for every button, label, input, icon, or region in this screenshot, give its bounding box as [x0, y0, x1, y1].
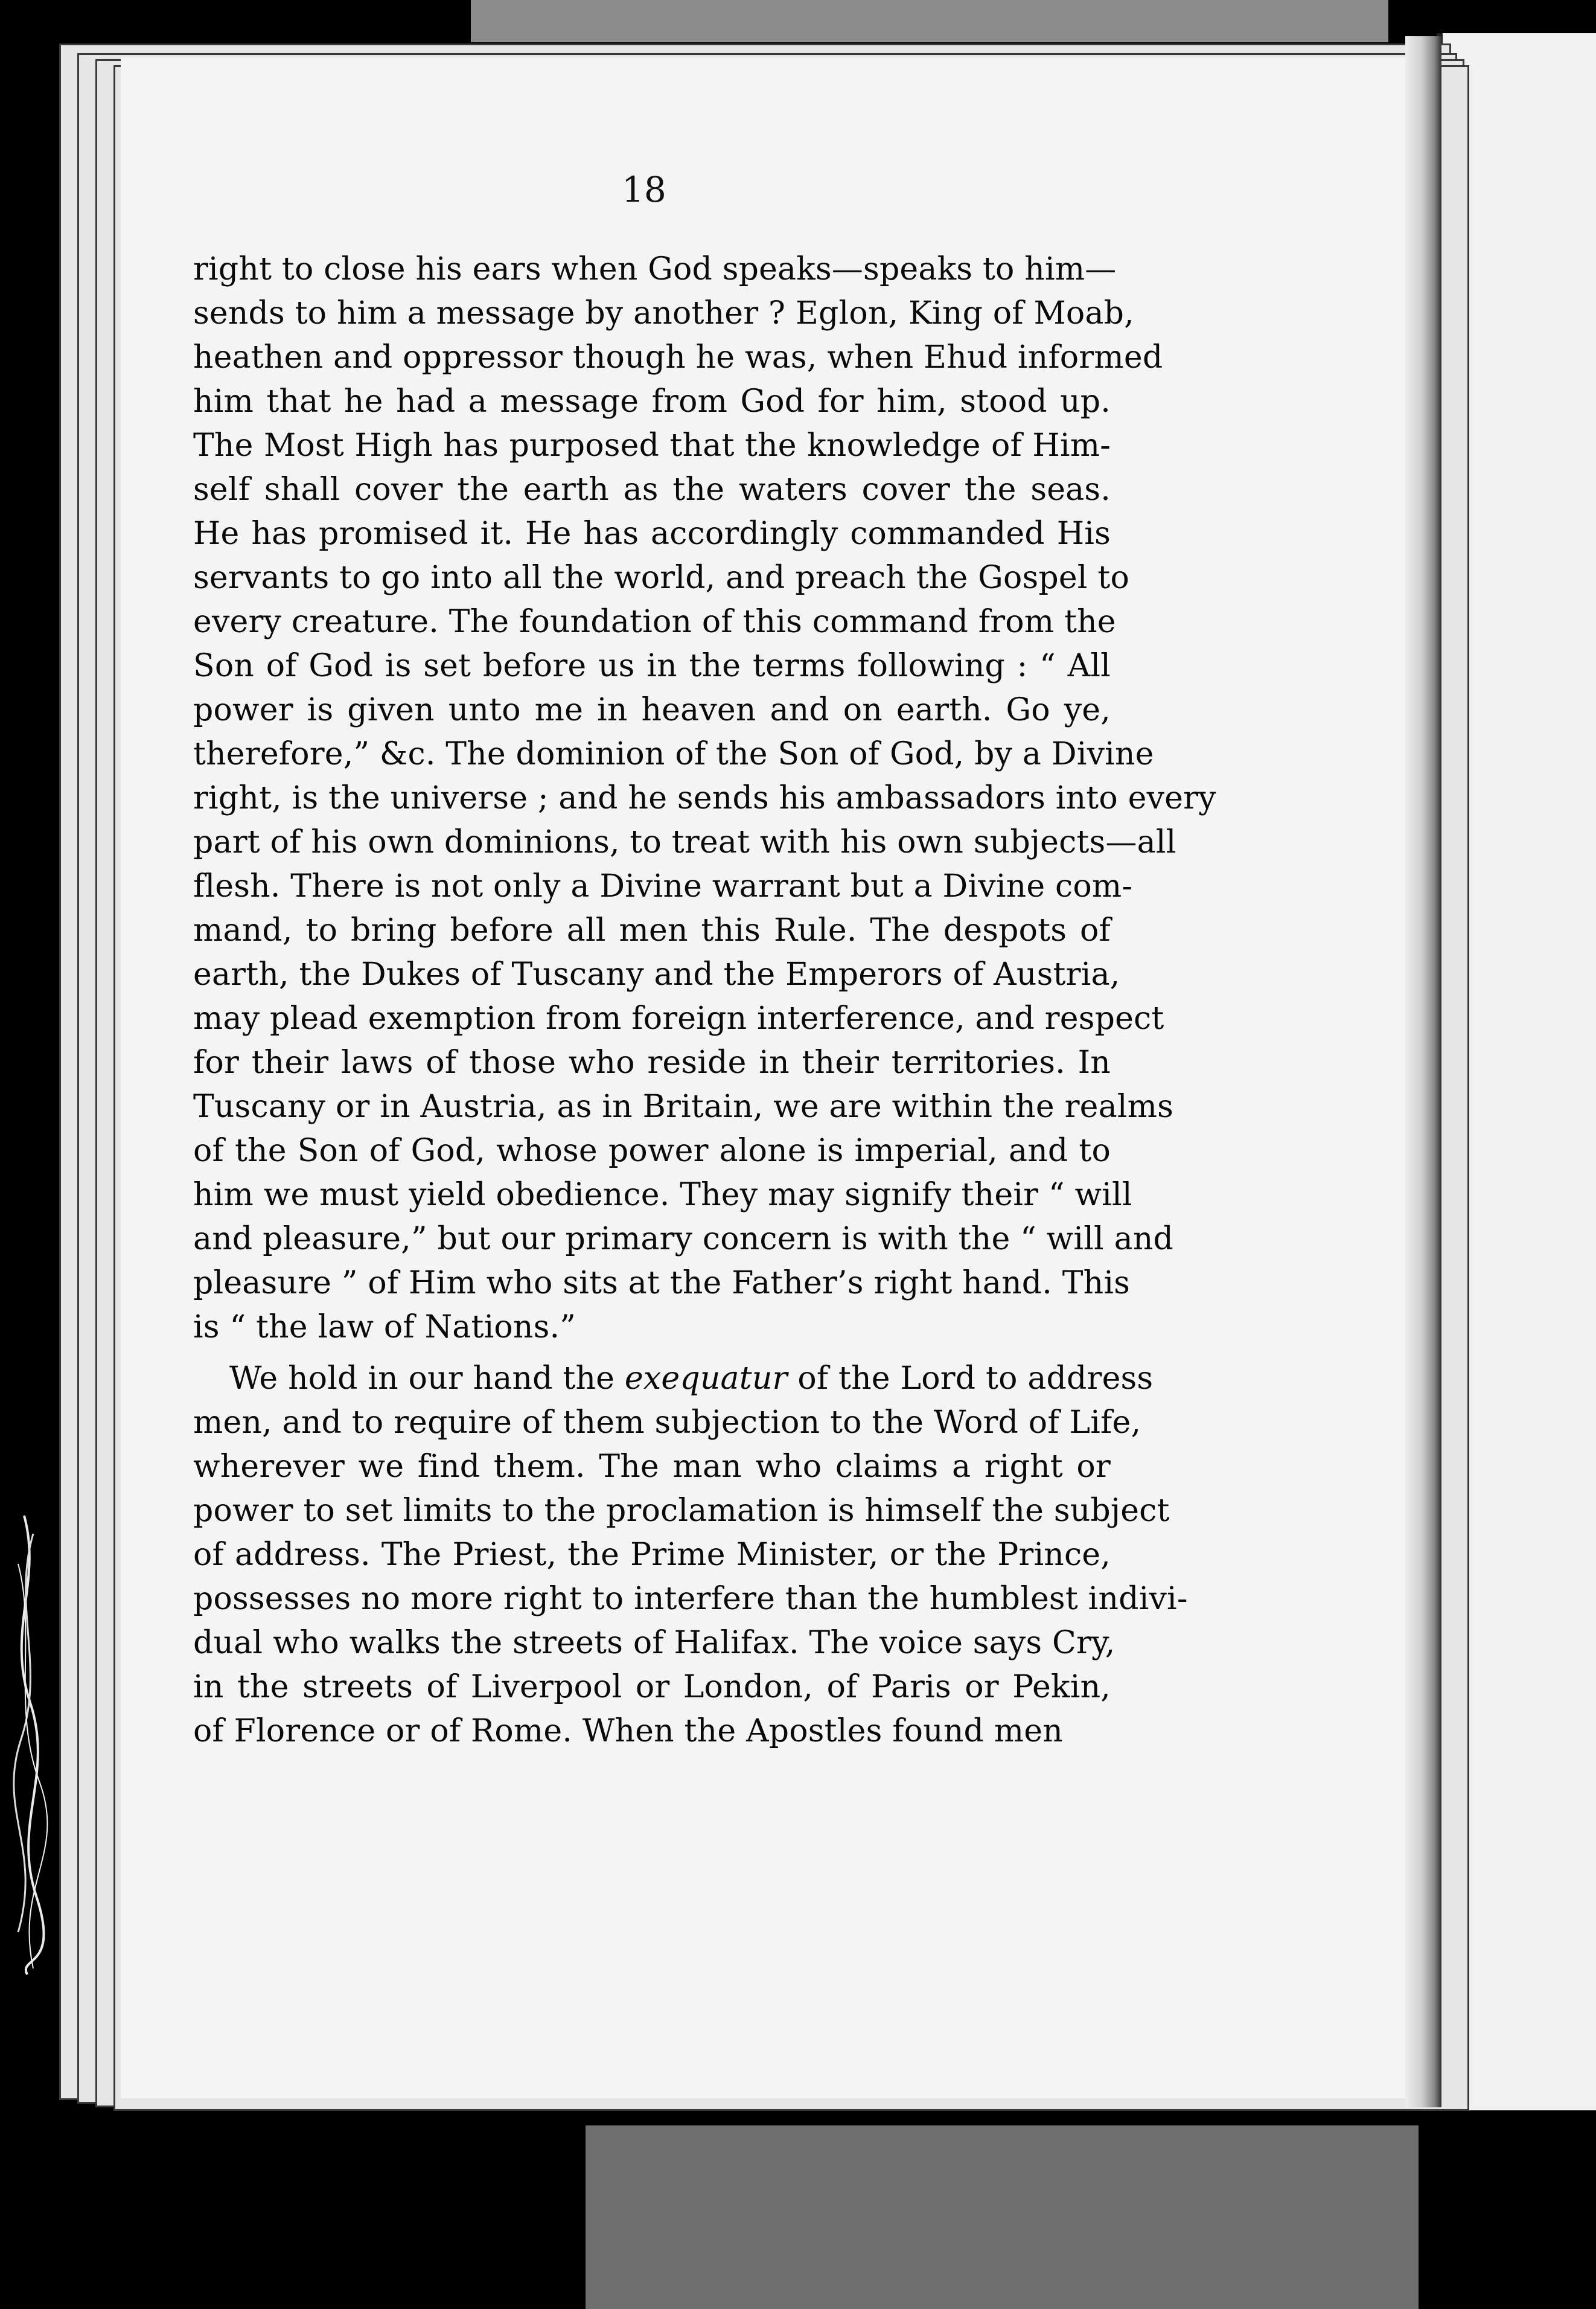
binding-thread: [0, 1510, 54, 1981]
italic-word: exequatur: [624, 1360, 788, 1397]
gutter-shadow: [1405, 36, 1441, 2107]
scanner-strip-bottom: [586, 2125, 1419, 2309]
text-line: may plead exemption from foreign interference, and respect: [193, 1001, 1164, 1037]
page-number: 18: [622, 169, 666, 210]
text-line: for their laws of those who reside in their territories. In: [193, 1045, 1111, 1081]
text-line: him that he had a message from God for him, stood up.: [193, 383, 1111, 420]
text-line: pleasure ” of Him who sits at the Father’s right hand. This: [193, 1265, 1131, 1301]
text-line: earth, the Dukes of Tuscany and the Emperors of Austria,: [193, 956, 1120, 993]
text-line: part of his own dominions, to treat with his own subjects—all: [193, 824, 1176, 860]
text-line: power is given unto me in heaven and on earth. Go ye,: [193, 692, 1111, 728]
text-line: flesh. There is not only a Divine warrant but a Divine com-: [193, 868, 1133, 905]
text-line: of address. The Priest, the Prime Minister, or the Prince,: [193, 1537, 1111, 1573]
text-line: right, is the universe ; and he sends his ambassadors into every: [193, 780, 1216, 816]
text-line: of the Son of God, whose power alone is imperial, and to: [193, 1133, 1111, 1169]
text-line: self shall cover the earth as the waters cover the seas.: [193, 472, 1111, 508]
text-line: men, and to require of them subjection to the Word of Life,: [193, 1404, 1141, 1441]
text-line: of Florence or of Rome. When the Apostles found men: [193, 1713, 1063, 1749]
body-text: [193, 248, 1216, 1753]
text-line: heathen and oppressor though he was, when Ehud informed: [193, 339, 1163, 376]
text-line: every creature. The foundation of this command from the: [193, 604, 1116, 640]
text-line: He has promised it. He has accordingly commanded His: [193, 516, 1111, 552]
text-line: possesses no more right to interfere than the humblest indivi-: [193, 1581, 1188, 1617]
text-line: We hold in our hand the exequatur of the Lord to address: [229, 1360, 1154, 1397]
text-line: The Most High has purposed that the knowledge of Him-: [193, 428, 1111, 464]
text-line: therefore,” &c. The dominion of the Son of God, by a Divine: [193, 736, 1154, 772]
text-line: Son of God is set before us in the terms following : “ All: [193, 648, 1111, 684]
text-line: sends to him a message by another ? Eglon, King of Moab,: [193, 295, 1134, 331]
text-line: dual who walks the streets of Halifax. The voice says Cry,: [193, 1625, 1116, 1661]
paragraph-1: [193, 248, 1216, 1350]
text-line: right to close his ears when God speaks—speaks to him—: [193, 251, 1117, 287]
text-line: in the streets of Liverpool or London, of Paris or Pekin,: [193, 1669, 1111, 1705]
text-line: him we must yield obedience. They may signify their “ will: [193, 1177, 1132, 1213]
text-line: Tuscany or in Austria, as in Britain, we are within the realms: [193, 1089, 1174, 1125]
text-line: is “ the law of Nations.”: [193, 1309, 576, 1345]
text-line: mand, to bring before all men this Rule. The despots of: [193, 912, 1111, 949]
text-line: wherever we find them. The man who claims a right or: [193, 1449, 1111, 1485]
scanner-strip-top: [471, 0, 1388, 42]
text-line: power to set limits to the proclamation is himself the subject: [193, 1493, 1170, 1529]
text-line: and pleasure,” but our primary concern is with the “ will and: [193, 1221, 1173, 1257]
text-line: servants to go into all the world, and preach the Gospel to: [193, 560, 1129, 596]
paragraph-2: [193, 1357, 1188, 1753]
